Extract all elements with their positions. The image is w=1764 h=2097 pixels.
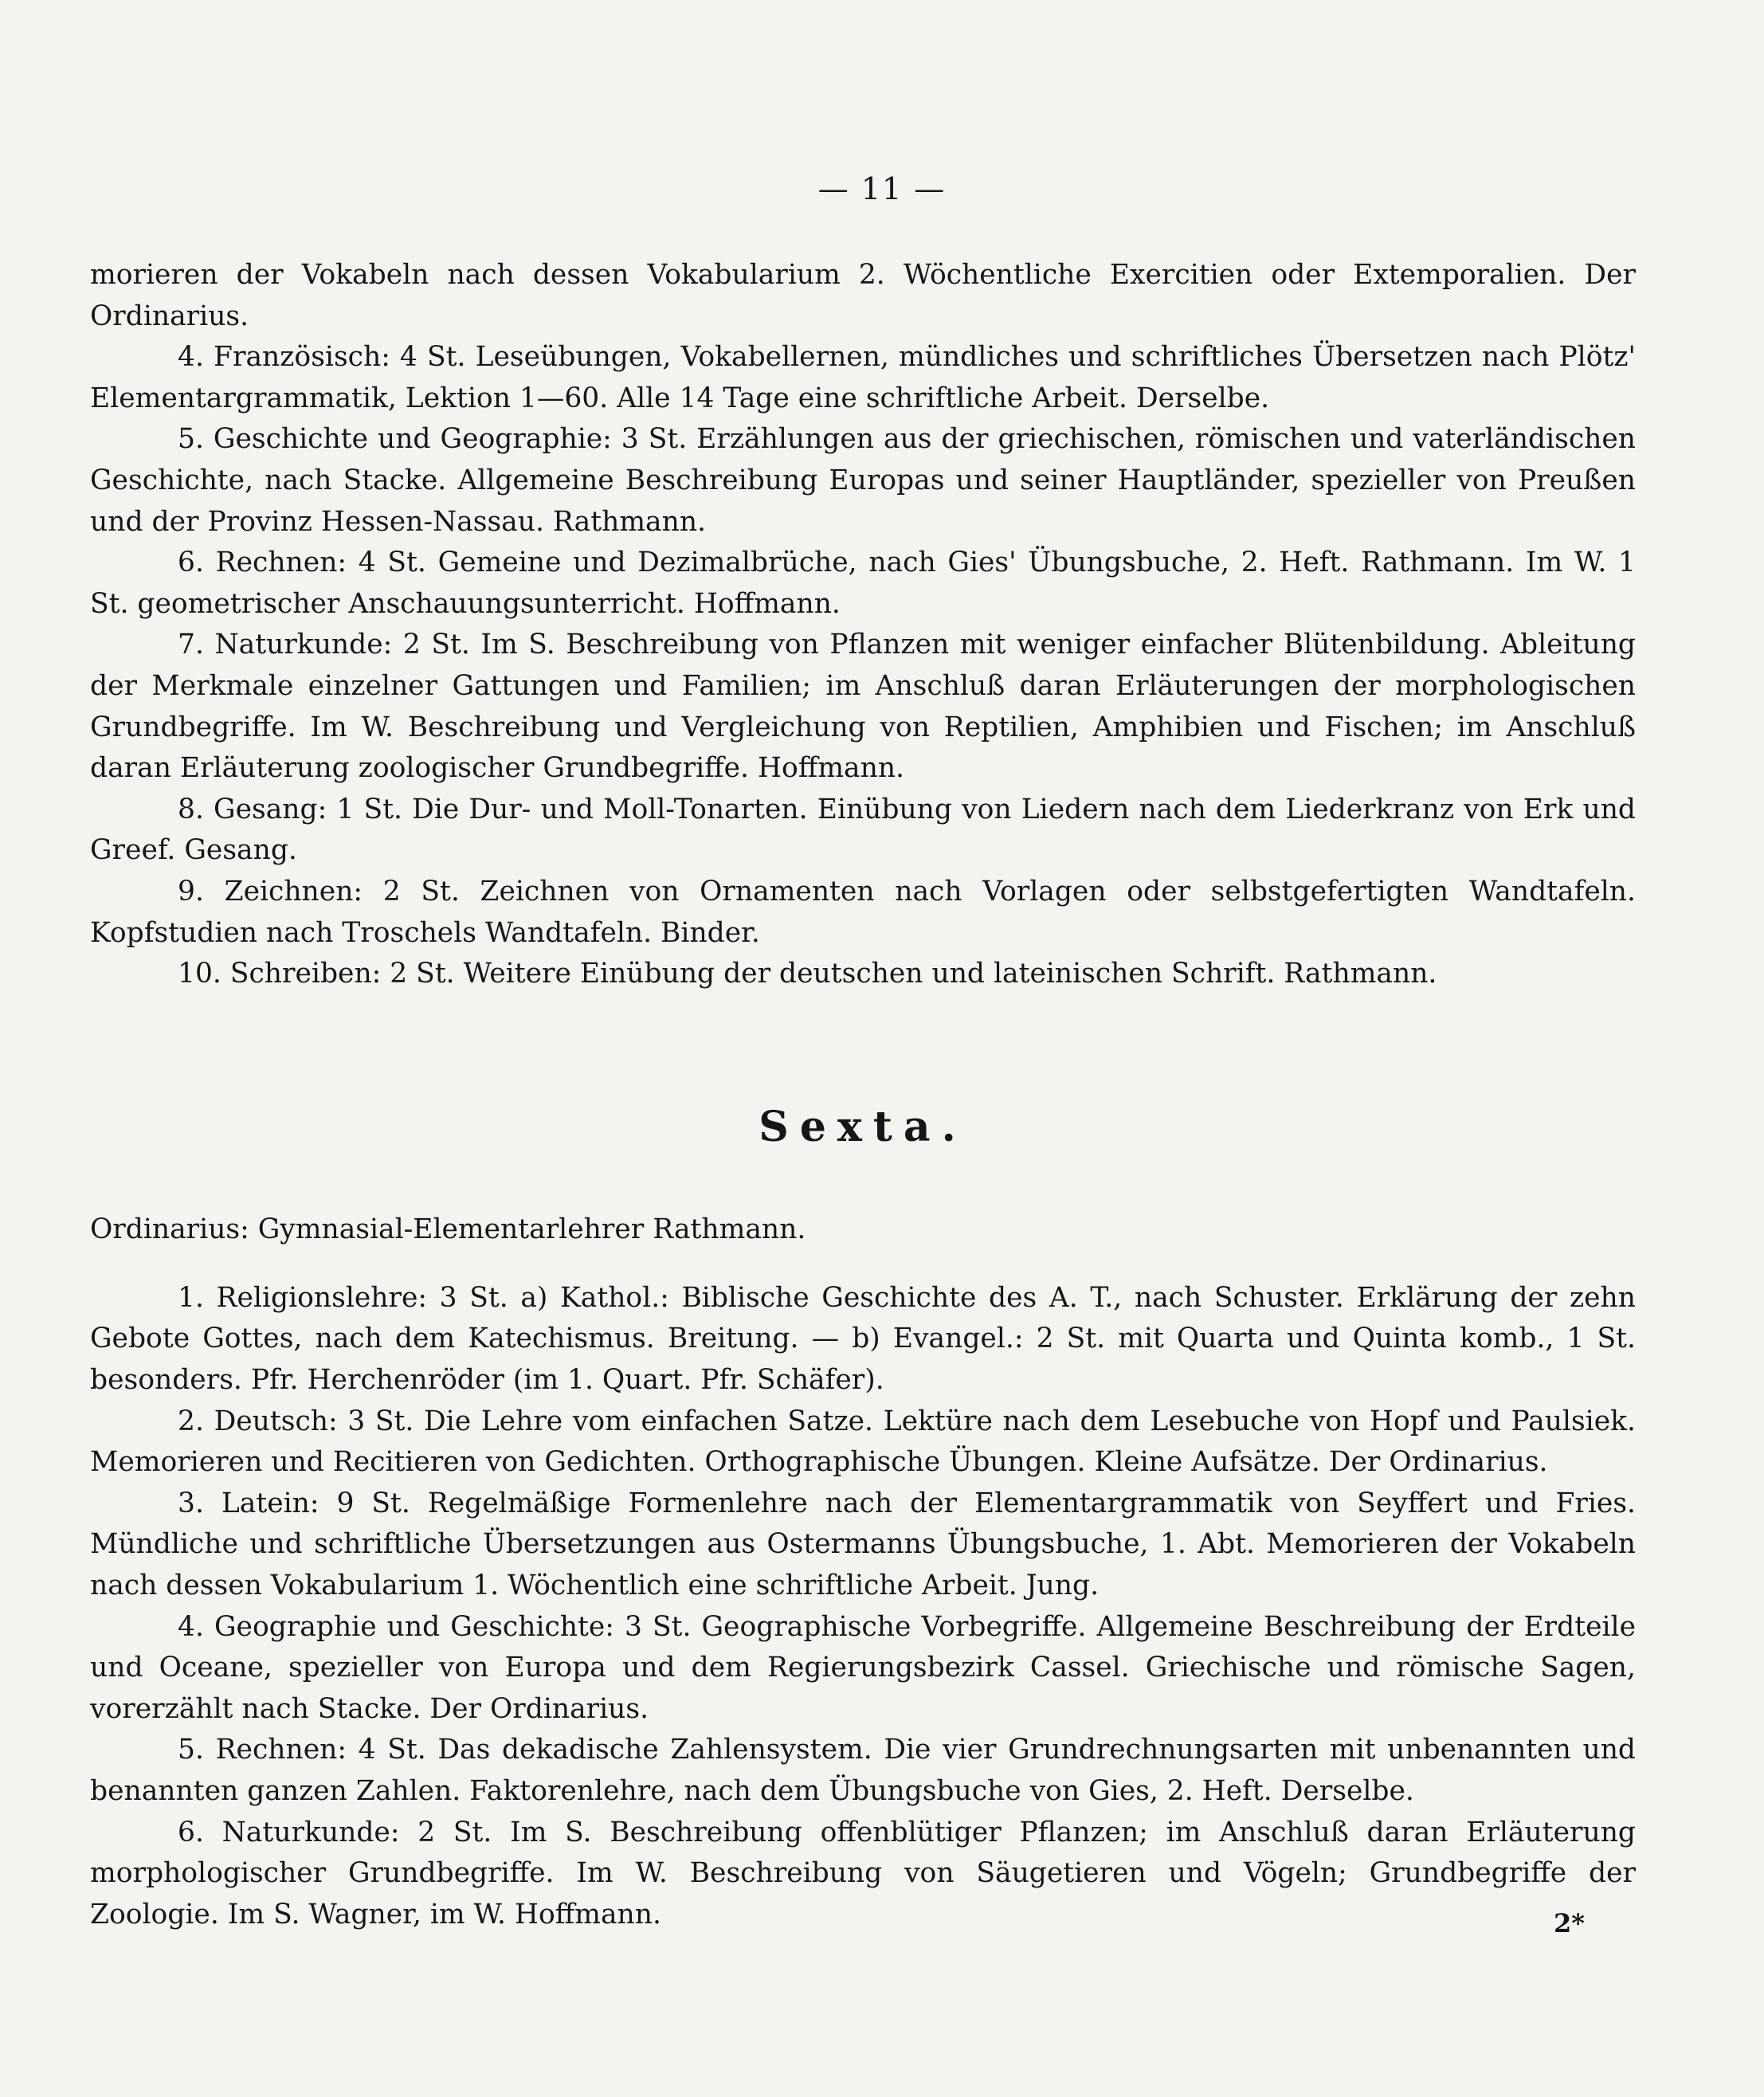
paragraph: 4. Geographie und Geschichte: 3 St. Geographische Vorbegriffe. Allgemeine Beschreibung der Erdteile und Oceane, spezieller von Europa und dem Regierungsbezirk Cassel. Griechische und römische Sagen, vorerzählt nach Stacke. Der Ordinarius. (90, 1610, 1636, 1725)
paragraph: 3. Latein: 9 St. Regelmäßige Formenlehre nach der Elementargrammatik von Seyffert und Fries. Mündliche und schriftliche Übersetzungen aus Ostermanns Übungsbuche, 1. Abt. Memorieren der Vokabeln nach dessen Vokabularium 1. Wöchentlich eine schriftliche Arbeit. Jung. (90, 1487, 1636, 1602)
paragraph: 5. Geschichte und Geographie: 3 St. Erzählungen aus der griechischen, römischen und vaterländischen Geschichte, nach Stacke. Allgemeine Beschreibung Europas und seiner Hauptländer, spezieller von Preußen und der Provinz Hessen-Nassau. Rathmann. (90, 423, 1636, 538)
paragraph: 1. Religionslehre: 3 St. a) Kathol.: Biblische Geschichte des A. T., nach Schuster. Erklärung der zehn Gebote Gottes, nach dem Katechismus. Breitung. — b) Evangel.: 2 St. mit Quarta und Quinta komb., 1 St. besonders. Pfr. Herchenröder (im 1. Quart. Pfr. Schäfer). (90, 1281, 1636, 1397)
paragraph: 4. Französisch: 4 St. Leseübungen, Vokabellernen, mündliches und schriftliches Übersetzen nach Plötz' Elementargrammatik, Lektion 1—60. Alle 14 Tage eine schriftliche Arbeit. Derselbe. (90, 341, 1636, 414)
section-subheading: Ordinarius: Gymnasial-Elementarlehrer Rathmann. (90, 1213, 806, 1246)
paragraph: 7. Naturkunde: 2 St. Im S. Beschreibung von Pflanzen mit weniger einfacher Blütenbildung. Ableitung der Merkmale einzelner Gattungen und Familien; im Anschluß daran Erläuterungen der morphologischen Grundbegriffe. Im W. Beschreibung und Vergleichung von Reptilien, Amphibien und Fischen; im Anschluß daran Erläuterung zoologischer Grundbegriffe. Hoffmann. (90, 629, 1636, 785)
paragraph: 5. Rechnen: 4 St. Das dekadische Zahlensystem. Die vier Grundrechnungsarten mit unbenannten und benannten ganzen Zahlen. Faktorenlehre, nach dem Übungsbuche von Gies, 2. Heft. Derselbe. (90, 1734, 1636, 1807)
paragraph: 8. Gesang: 1 St. Die Dur- und Moll-Tonarten. Einübung von Liedern nach dem Liederkranz von Erk und Greef. Gesang. (90, 793, 1636, 867)
paragraph: 6. Naturkunde: 2 St. Im S. Beschreibung offenblütiger Pflanzen; im Anschluß daran Erläuterung morphologischer Grundbegriffe. Im W. Beschreibung von Säugetieren und Vögeln; Grundbegriffe der Zoologie. Im S. Wagner, im W. Hoffmann. (90, 1816, 1636, 1930)
continued-section (90, 255, 1636, 995)
sexta-section (90, 1278, 1636, 1936)
paragraph: 6. Rechnen: 4 St. Gemeine und Dezimalbrüche, nach Gies' Übungsbuche, 2. Heft. Rathmann. Im W. 1 St. geometrischer Anschauungsunterricht. Hoffmann. (90, 547, 1636, 620)
page-body (90, 255, 1636, 1935)
paragraph: 9. Zeichnen: 2 St. Zeichnen von Ornamenten nach Vorlagen oder selbstgefertigten Wandtafeln. Kopfstudien nach Troschels Wandtafeln. Binder. (90, 875, 1636, 949)
paragraph: 10. Schreiben: 2 St. Weitere Einübung der deutschen und lateinischen Schrift. Rathmann. (178, 958, 1437, 990)
paragraph: morieren der Vokabeln nach dessen Vokabularium 2. Wöchentliche Exercitien oder Extemporalien. Der Ordinarius. (90, 259, 1636, 332)
printer-signature-mark: 2* (1554, 1908, 1585, 1938)
page-number: — 11 — (817, 171, 947, 206)
paragraph: 2. Deutsch: 3 St. Die Lehre vom einfachen Satze. Lektüre nach dem Lesebuche von Hopf und Paulsiek. Memorieren und Recitieren von Gedichten. Orthographische Übungen. Kleine Aufsätze. Der Ordinarius. (90, 1405, 1636, 1479)
section-heading: Sexta. (759, 1102, 967, 1151)
